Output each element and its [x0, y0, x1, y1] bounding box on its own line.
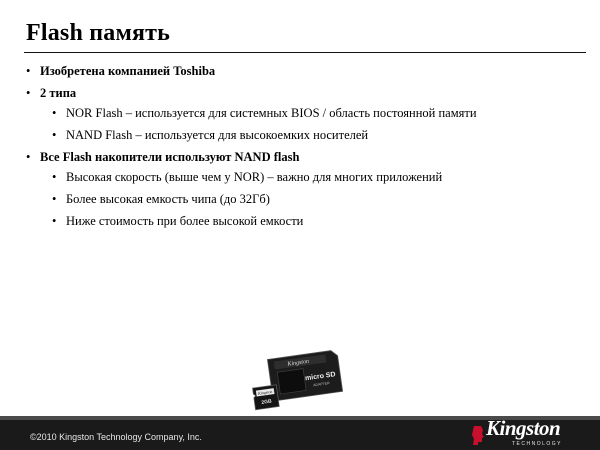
microsd-card [252, 385, 279, 410]
bullet-item [24, 84, 584, 144]
sd-adapter [267, 350, 342, 401]
adapter-brand-label: Kingston [287, 358, 310, 368]
title-divider [24, 52, 586, 53]
bullet-text: Все Flash накопители используют NAND flash [40, 150, 300, 164]
bullet-icon: • [26, 64, 31, 78]
slide-title: Flash память [26, 20, 171, 46]
copyright-text: ©2010 Kingston Technology Company, Inc. [30, 432, 202, 442]
sub-bullet-list [40, 168, 584, 230]
bullet-icon: • [26, 150, 31, 164]
bullet-icon: • [52, 106, 57, 120]
sub-bullet-item [40, 190, 584, 208]
sub-bullet-text: NAND Flash – используется для высокоемких носителей [66, 128, 369, 142]
kingston-logo [468, 418, 588, 450]
sub-bullet-item [40, 168, 584, 186]
adapter-sub-label: ADAPTER [312, 381, 330, 388]
bullet-item [24, 148, 584, 230]
sub-bullet-item [40, 212, 584, 230]
bullet-icon: • [52, 214, 57, 228]
sub-bullet-text: Высокая скорость (выше чем у NOR) – важно для многих приложений [66, 170, 443, 184]
bullet-icon: • [52, 192, 57, 206]
logo-subtitle: TECHNOLOGY [512, 441, 563, 447]
bullet-item [24, 62, 584, 80]
microsd-card-image [248, 350, 348, 412]
card-capacity-label: 2GB [261, 398, 273, 406]
bullet-text: 2 типа [40, 86, 77, 100]
adapter-product-label: micro SD [304, 371, 337, 383]
sub-bullet-item [40, 126, 584, 144]
bullet-list [24, 62, 584, 230]
sub-bullet-item [40, 104, 584, 122]
bullet-icon: • [52, 170, 57, 184]
bullet-icon: • [52, 128, 57, 142]
slide-content [24, 62, 584, 234]
sub-bullet-text: NOR Flash – используется для системных BIOS / область постоянной памяти [66, 106, 477, 120]
bullet-icon: • [26, 86, 31, 100]
card-brand-label: Kingston [257, 388, 273, 396]
bullet-text: Изобретена компанией Toshiba [40, 64, 216, 78]
sub-bullet-text: Ниже стоимость при более высокой емкости [66, 214, 304, 228]
sub-bullet-list [40, 104, 584, 144]
kingston-head-icon [470, 424, 486, 446]
logo-wordmark: Kingston [486, 416, 561, 440]
sub-bullet-text: Более высокая емкость чипа (до 32Гб) [66, 192, 270, 206]
footer-bar [0, 416, 600, 450]
